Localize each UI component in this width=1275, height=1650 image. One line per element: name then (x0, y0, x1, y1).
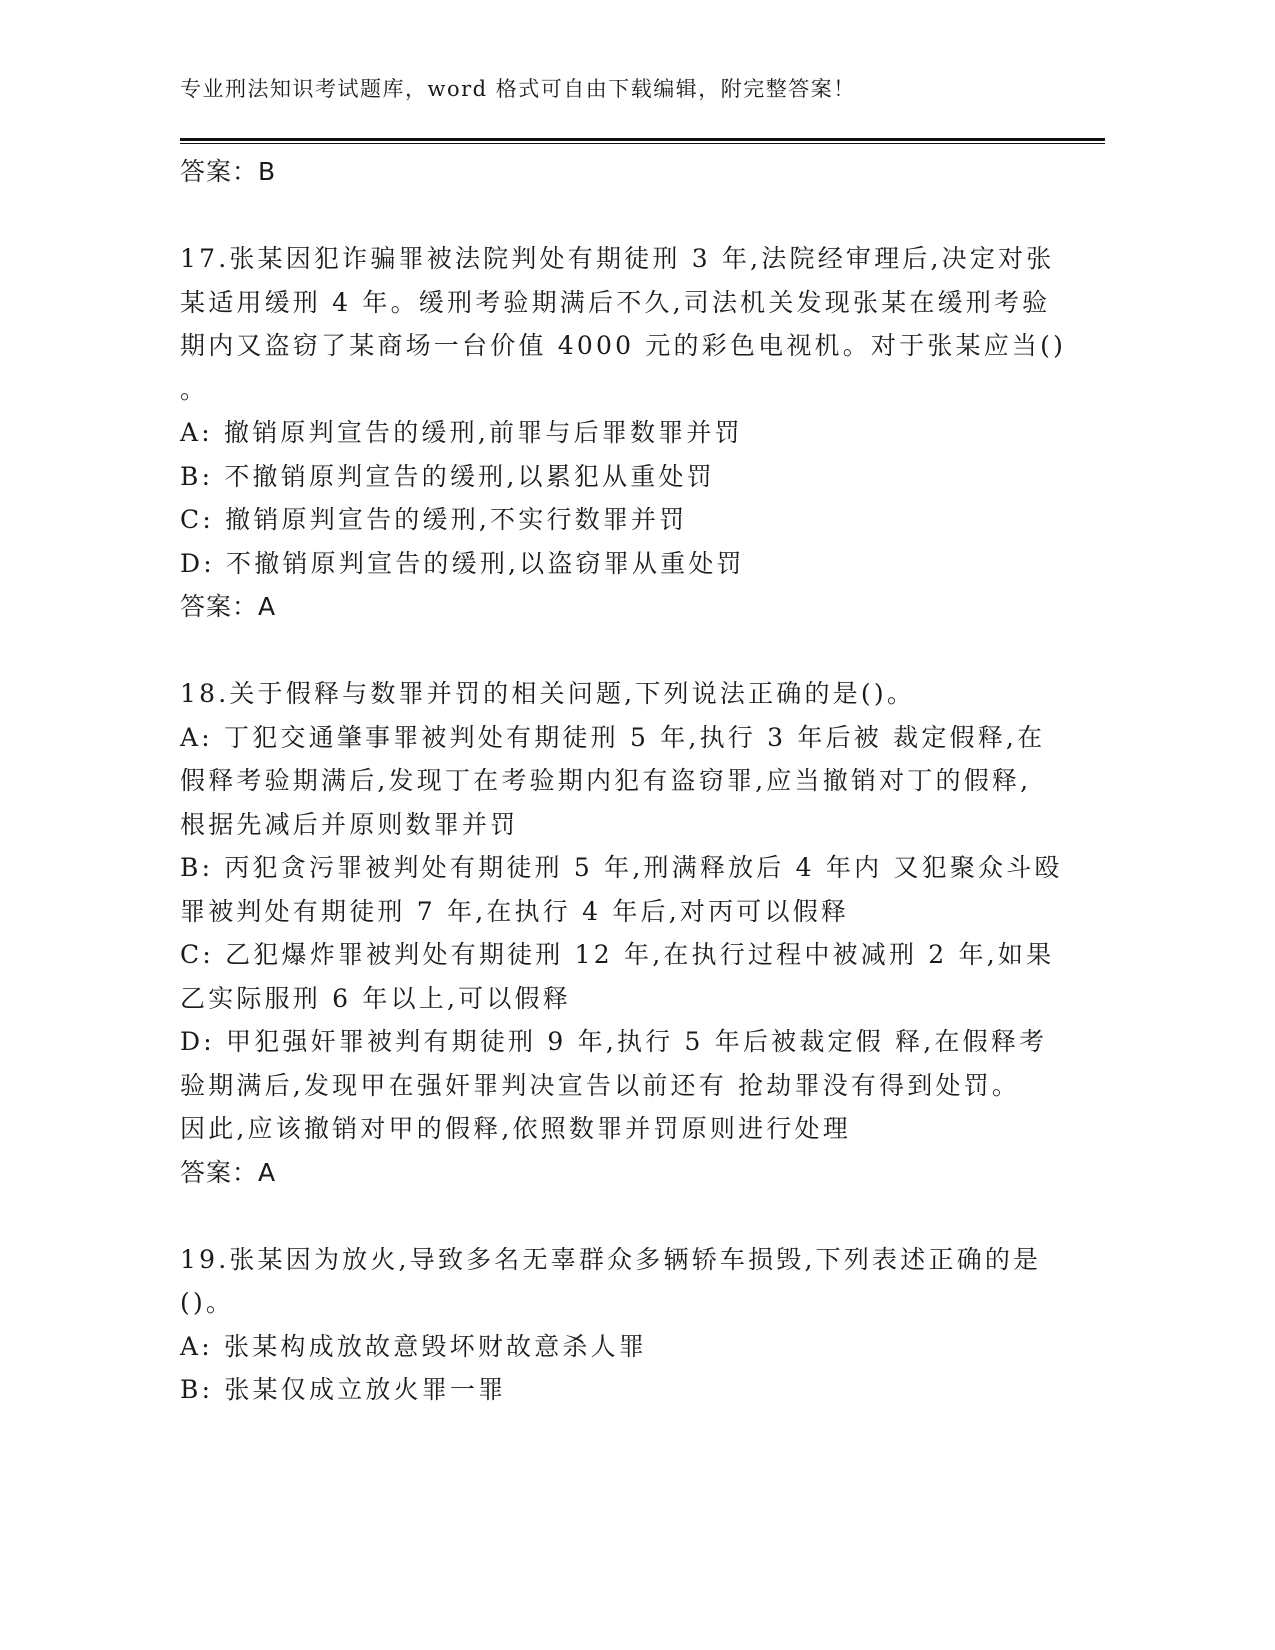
option-a: A: 张某构成放故意毁坏财故意杀人罪 (180, 1331, 648, 1361)
option-b: B: 不撤销原判宣告的缓刑,以累犯从重处罚 (180, 461, 715, 491)
question-19 (180, 1238, 1080, 1412)
question-18 (180, 672, 1080, 1194)
question-stem-line: 期内又盗窃了某商场一台价值 4000 元的彩色电视机。对于张某应当() (180, 331, 1067, 360)
spacer (180, 629, 1080, 673)
option-d: D: 不撤销原判宣告的缓刑,以盗窃罪从重处罚 (180, 548, 745, 578)
option-d: D: 甲犯强奸罪被判有期徒刑 9 年,执行 5 年后被裁定假 释,在假释考 (180, 1027, 1048, 1056)
spacer (180, 194, 1080, 238)
option-b: B: 丙犯贪污罪被判处有期徒刑 5 年,刑满释放后 4 年内 又犯聚众斗殴 (180, 853, 1063, 882)
option-a-continued: 根据先减后并原则数罪并罚 (180, 809, 519, 839)
option-c: C: 撤销原判宣告的缓刑,不实行数罪并罚 (180, 505, 688, 534)
option-a: A: 撤销原判宣告的缓刑,前罪与后罪数罪并罚 (180, 418, 743, 447)
option-b: B: 张某仅成立放火罪一罪 (180, 1375, 507, 1404)
option-d-continued: 验期满后,发现甲在强奸罪判决宣告以前还有 抢劫罪没有得到处罚。 (180, 1070, 1021, 1100)
question-stem-line: 19.张某因为放火,导致多名无辜群众多辆轿车损毁,下列表述正确的是 (180, 1244, 1042, 1274)
question-17 (180, 237, 1080, 629)
answer: 答案：A (180, 1157, 277, 1187)
page-header: 专业刑法知识考试题库，word 格式可自由下载编辑，附完整答案！ (180, 77, 856, 101)
option-d-continued: 因此,应该撤销对甲的假释,依照数罪并罚原则进行处理 (180, 1114, 851, 1143)
question-stem-line: 。 (180, 374, 209, 404)
option-b-continued: 罪被判处有期徒刑 7 年,在执行 4 年后,对丙可以假释 (180, 896, 850, 926)
document-body (180, 150, 1080, 1412)
option-a-continued: 假释考验期满后,发现丁在考验期内犯有盗窃罪,应当撤销对丁的假释, (180, 766, 1032, 795)
option-c-continued: 乙实际服刑 6 年以上,可以假释 (180, 983, 571, 1013)
question-stem-line: 某适用缓刑 4 年。缓刑考验期满后不久,司法机关发现张某在缓刑考验 (180, 287, 1051, 317)
question-stem-line: 18.关于假释与数罪并罚的相关问题,下列说法正确的是()。 (180, 679, 916, 708)
previous-answer: 答案：B (180, 157, 277, 186)
answer: 答案：A (180, 592, 277, 621)
question-stem-line: 17.张某因犯诈骗罪被法院判处有期徒刑 3 年,法院经审理后,决定对张 (180, 244, 1055, 273)
spacer (180, 1194, 1080, 1238)
header-rule-thin (180, 143, 1105, 144)
question-stem-line: ()。 (180, 1288, 235, 1317)
option-a: A: 丁犯交通肇事罪被判处有期徒刑 5 年,执行 3 年后被 裁定假释,在 (180, 722, 1046, 752)
option-c: C: 乙犯爆炸罪被判处有期徒刑 12 年,在执行过程中被减刑 2 年,如果 (180, 940, 1055, 969)
header-rule-thick (180, 138, 1105, 141)
